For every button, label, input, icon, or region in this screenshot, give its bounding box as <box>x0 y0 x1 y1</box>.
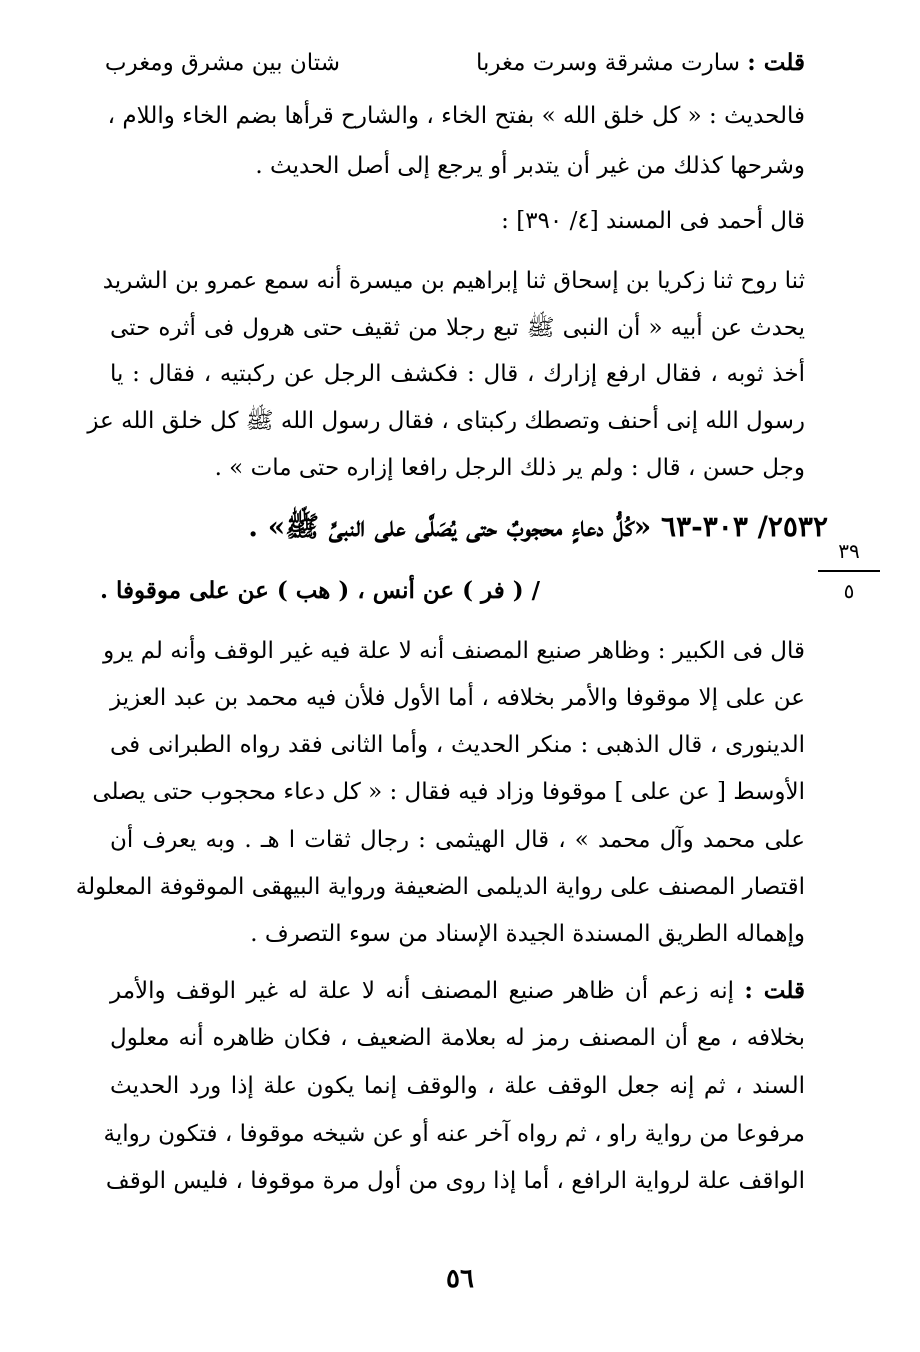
para1-line: وشرحها كذلك من غير أن يتدبر أو يرجع إلى أصل الحديث . <box>255 153 805 179</box>
para4-label: قلت : <box>744 977 805 1004</box>
para1-line: فالحديث : « كل خلق الله » بفتح الخاء ، والشارح قرأها بضم الخاء واللام ، <box>107 103 805 129</box>
para3-line: الأوسط [ عن على ] موقوفا وزاد فيه فقال : « كل دعاء محجوب حتى يصلى <box>92 779 805 805</box>
para4-line: بخلافه ، مع أن المصنف رمز له بعلامة الضعيف ، فكان ظاهره أنه معلول <box>110 1025 805 1051</box>
para4-first-line-text: إنه زعم أن ظاهر صنيع المصنف أنه لا علة له غير الوقف والأمر <box>110 978 734 1004</box>
margin-reference <box>818 538 880 604</box>
margin-divider <box>818 570 880 572</box>
para4-line <box>110 976 805 1008</box>
para3-line: على محمد وآل محمد » ، قال الهيثمى : رجال ثقات ا هـ . وبه يعرف أن <box>110 827 805 853</box>
para3-line: وإهماله الطريق المسندة الجيدة الإسناد من سوء التصرف . <box>250 921 805 947</box>
para4-line: مرفوعا من رواية راو ، ثم رواه آخر عنه أو عن شيخه موقوفا ، فتكون رواية <box>103 1121 805 1147</box>
hadith-source: / ( فر ) عن أنس ، ( هب ) عن على موقوفا . <box>99 577 540 604</box>
verse-hemistich-1: سارت مشرقة وسرت مغربا <box>475 50 740 76</box>
margin-ref-bottom: ٥ <box>843 579 855 603</box>
para2-line: وجل حسن ، قال : ولم ير ذلك الرجل رافعا إزاره حتى مات » . <box>214 455 805 481</box>
verse-label: قلت : <box>747 49 805 76</box>
verse-line <box>0 48 920 80</box>
para2-line: أخذ ثوبه ، فقال ارفع إزارك ، قال : فكشف الرجل عن ركبتيه ، فقال : يا <box>110 361 805 387</box>
para2-line: يحدث عن أبيه « أن النبى ﷺ تبع رجلا من ثقيف حتى هرول فى أثره حتى <box>110 315 805 341</box>
para2-line: ثنا روح ثنا زكريا بن إسحاق ثنا إبراهيم بن ميسرة أنه سمع عمرو بن الشريد <box>102 268 805 294</box>
para3-line: قال فى الكبير : وظاهر صنيع المصنف أنه لا علة فيه غير الوقف وأنه لم يرو <box>103 638 805 664</box>
verse-hemistich-2: شتان بين مشرق ومغرب <box>104 50 340 76</box>
para3-line: اقتصار المصنف على رواية الديلمى الضعيفة ورواية البيهقى الموقوفة المعلولة <box>75 874 805 900</box>
hadith-heading: ٢٥٣٢/ ٣٠٣-٦٣ «كُلُّ دعاءٍ محجوبٌ حتى يُصَلَّى على النبىِّ ﷺ» . <box>248 510 828 543</box>
para4-line: السند ، ثم إنه جعل الوقف علة ، والوقف إنما يكون علة إذا ورد الحديث <box>110 1073 805 1099</box>
para4-line: الواقف علة لرواية الرافع ، أما إذا روى من أول مرة موقوفا ، فليس الوقف <box>105 1168 805 1194</box>
ahmad-reference: قال أحمد فى المسند [٤/ ٣٩٠] : <box>501 208 805 234</box>
margin-ref-top: ٣٩ <box>838 539 860 563</box>
page-number: ٥٦ <box>446 1264 474 1294</box>
para3-line: عن على إلا موقوفا والأمر بخلافه ، أما الأول فلأن فيه محمد بن عبد العزيز <box>110 685 805 711</box>
para3-line: الدينورى ، قال الذهبى : منكر الحديث ، وأما الثانى فقد رواه الطبرانى فى <box>110 732 805 758</box>
para2-line: رسول الله إنى أحنف وتصطك ركبتاى ، فقال رسول الله ﷺ كل خلق الله عز <box>87 408 805 434</box>
